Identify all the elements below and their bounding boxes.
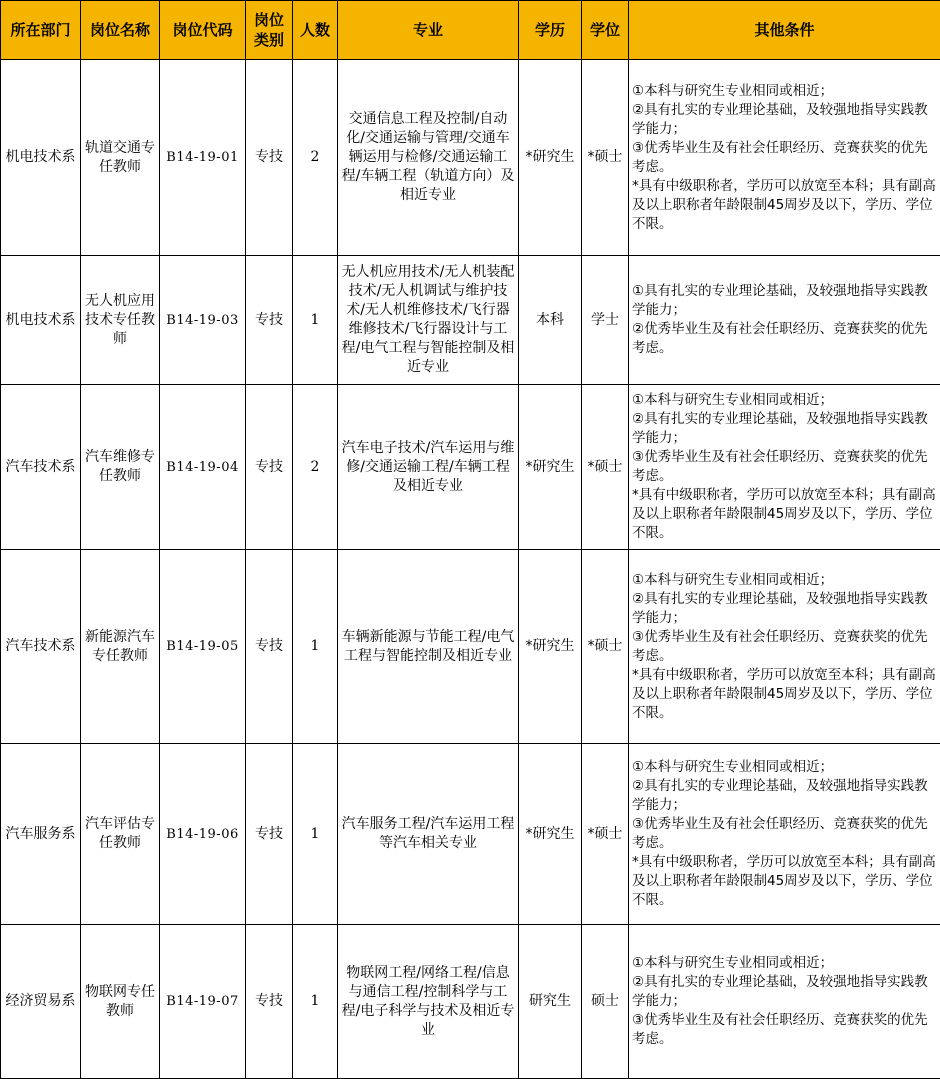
header-major: 专业 [338, 1, 519, 60]
education-cell: 本科 [519, 256, 582, 385]
education-cell: 研究生 [519, 925, 582, 1079]
table-row [1, 925, 940, 1079]
category-cell: 专技 [246, 60, 293, 256]
note-line: ③优秀毕业生及有社会任职经历、竞赛获奖的优先考虑。 [632, 139, 928, 175]
note-line: ②具有扎实的专业理论基础，及较强地指导实践教学能力； [632, 974, 928, 1009]
note-line: ①本科与研究生专业相同或相近； [632, 955, 834, 971]
education-cell: *研究生 [519, 550, 582, 744]
note-line: ①本科与研究生专业相同或相近； [632, 571, 834, 588]
header-dept: 所在部门 [1, 1, 81, 60]
notes-cell [629, 550, 940, 744]
degree-cell: 硕士 [582, 925, 629, 1079]
table-row [1, 256, 940, 385]
count-cell: 1 [293, 256, 338, 385]
code-cell: B14-19-05 [160, 550, 246, 744]
note-line: *具有中级职称者，学历可以放宽至本科；具有副高及以上职称者年龄限制45周岁及以下，学历、学位不限。 [632, 666, 936, 721]
note-line: ②具有扎实的专业理论基础，及较强地指导实践教学能力； [632, 590, 928, 626]
title-cell: 物联网专任教师 [81, 925, 160, 1079]
note-line: ②具有扎实的专业理论基础，及较强地指导实践教学能力； [632, 101, 928, 137]
note-line: ①本科与研究生专业相同或相近； [632, 759, 834, 775]
table-row [1, 385, 940, 550]
category-cell: 专技 [246, 256, 293, 385]
table-row [1, 60, 940, 256]
code-cell: B14-19-03 [160, 256, 246, 385]
note-line: *具有中级职称者，学历可以放宽至本科；具有副高及以上职称者年龄限制45周岁及以下，学历、学位不限。 [632, 177, 936, 232]
dept-cell: 汽车技术系 [1, 550, 81, 744]
category-cell: 专技 [246, 925, 293, 1079]
header-notes: 其他条件 [629, 1, 940, 60]
category-cell: 专技 [246, 385, 293, 550]
code-cell: B14-19-04 [160, 385, 246, 550]
header-row [1, 1, 940, 60]
note-line: ③优秀毕业生及有社会任职经历、竞赛获奖的优先考虑。 [632, 628, 928, 664]
major-cell: 物联网工程/网络工程/信息与通信工程/控制科学与工程/电子科学与技术及相近专业 [338, 925, 519, 1079]
major-cell: 交通信息工程及控制/自动化/交通运输与管理/交通车辆运用与检修/交通运输工程/车辆工程（轨道方向）及相近专业 [338, 60, 519, 256]
count-cell: 2 [293, 60, 338, 256]
major-cell: 车辆新能源与节能工程/电气工程与智能控制及相近专业 [338, 550, 519, 744]
note-line: ①本科与研究生专业相同或相近； [632, 392, 834, 408]
major-cell: 汽车服务工程/汽车运用工程等汽车相关专业 [338, 744, 519, 925]
title-cell: 汽车评估专任教师 [81, 744, 160, 925]
education-cell: *研究生 [519, 744, 582, 925]
title-cell: 无人机应用技术专任教师 [81, 256, 160, 385]
header-title: 岗位名称 [81, 1, 160, 60]
notes-cell [629, 256, 940, 385]
count-cell: 1 [293, 744, 338, 925]
education-cell: *研究生 [519, 385, 582, 550]
notes-cell [629, 60, 940, 256]
note-line: ①本科与研究生专业相同或相近； [632, 82, 834, 99]
table-row [1, 550, 940, 744]
header-count: 人数 [293, 1, 338, 60]
dept-cell: 经济贸易系 [1, 925, 81, 1079]
notes-cell [629, 925, 940, 1079]
count-cell: 1 [293, 550, 338, 744]
major-cell: 无人机应用技术/无人机装配技术/无人机调试与维护技术/无人机维修技术/飞行器维修技术/飞行器设计与工程/电气工程与智能控制及相近专业 [338, 256, 519, 385]
dept-cell: 机电技术系 [1, 256, 81, 385]
category-cell: 专技 [246, 550, 293, 744]
header-category: 岗位类别 [246, 1, 293, 60]
code-cell: B14-19-06 [160, 744, 246, 925]
degree-cell: *硕士 [582, 60, 629, 256]
degree-cell: *硕士 [582, 744, 629, 925]
notes-cell [629, 744, 940, 925]
degree-cell: *硕士 [582, 385, 629, 550]
header-education: 学历 [519, 1, 582, 60]
note-line: ②具有扎实的专业理论基础，及较强地指导实践教学能力； [632, 411, 928, 446]
degree-cell: 学士 [582, 256, 629, 385]
note-line: ①具有扎实的专业理论基础，及较强地指导实践教学能力； [632, 283, 928, 318]
note-line: *具有中级职称者，学历可以放宽至本科；具有副高及以上职称者年龄限制45周岁及以下，学历、学位不限。 [632, 854, 936, 908]
dept-cell: 机电技术系 [1, 60, 81, 256]
header-degree: 学位 [582, 1, 629, 60]
note-line: ③优秀毕业生及有社会任职经历、竞赛获奖的优先考虑。 [632, 449, 928, 484]
table-row [1, 744, 940, 925]
note-line: ②具有扎实的专业理论基础，及较强地指导实践教学能力； [632, 778, 928, 813]
title-cell: 轨道交通专任教师 [81, 60, 160, 256]
category-cell: 专技 [246, 744, 293, 925]
header-code: 岗位代码 [160, 1, 246, 60]
title-cell: 新能源汽车专任教师 [81, 550, 160, 744]
degree-cell: *硕士 [582, 550, 629, 744]
education-cell: *研究生 [519, 60, 582, 256]
note-line: ②优秀毕业生及有社会任职经历、竞赛获奖的优先考虑。 [632, 321, 928, 356]
note-line: *具有中级职称者，学历可以放宽至本科；具有副高及以上职称者年龄限制45周岁及以下，学历、学位不限。 [632, 487, 936, 541]
dept-cell: 汽车服务系 [1, 744, 81, 925]
dept-cell: 汽车技术系 [1, 385, 81, 550]
notes-cell [629, 385, 940, 550]
note-line: ③优秀毕业生及有社会任职经历、竞赛获奖的优先考虑。 [632, 816, 928, 851]
count-cell: 1 [293, 925, 338, 1079]
count-cell: 2 [293, 385, 338, 550]
code-cell: B14-19-07 [160, 925, 246, 1079]
major-cell: 汽车电子技术/汽车运用与维修/交通运输工程/车辆工程及相近专业 [338, 385, 519, 550]
code-cell: B14-19-01 [160, 60, 246, 256]
note-line: ③优秀毕业生及有社会任职经历、竞赛获奖的优先考虑。 [632, 1012, 928, 1047]
title-cell: 汽车维修专任教师 [81, 385, 160, 550]
